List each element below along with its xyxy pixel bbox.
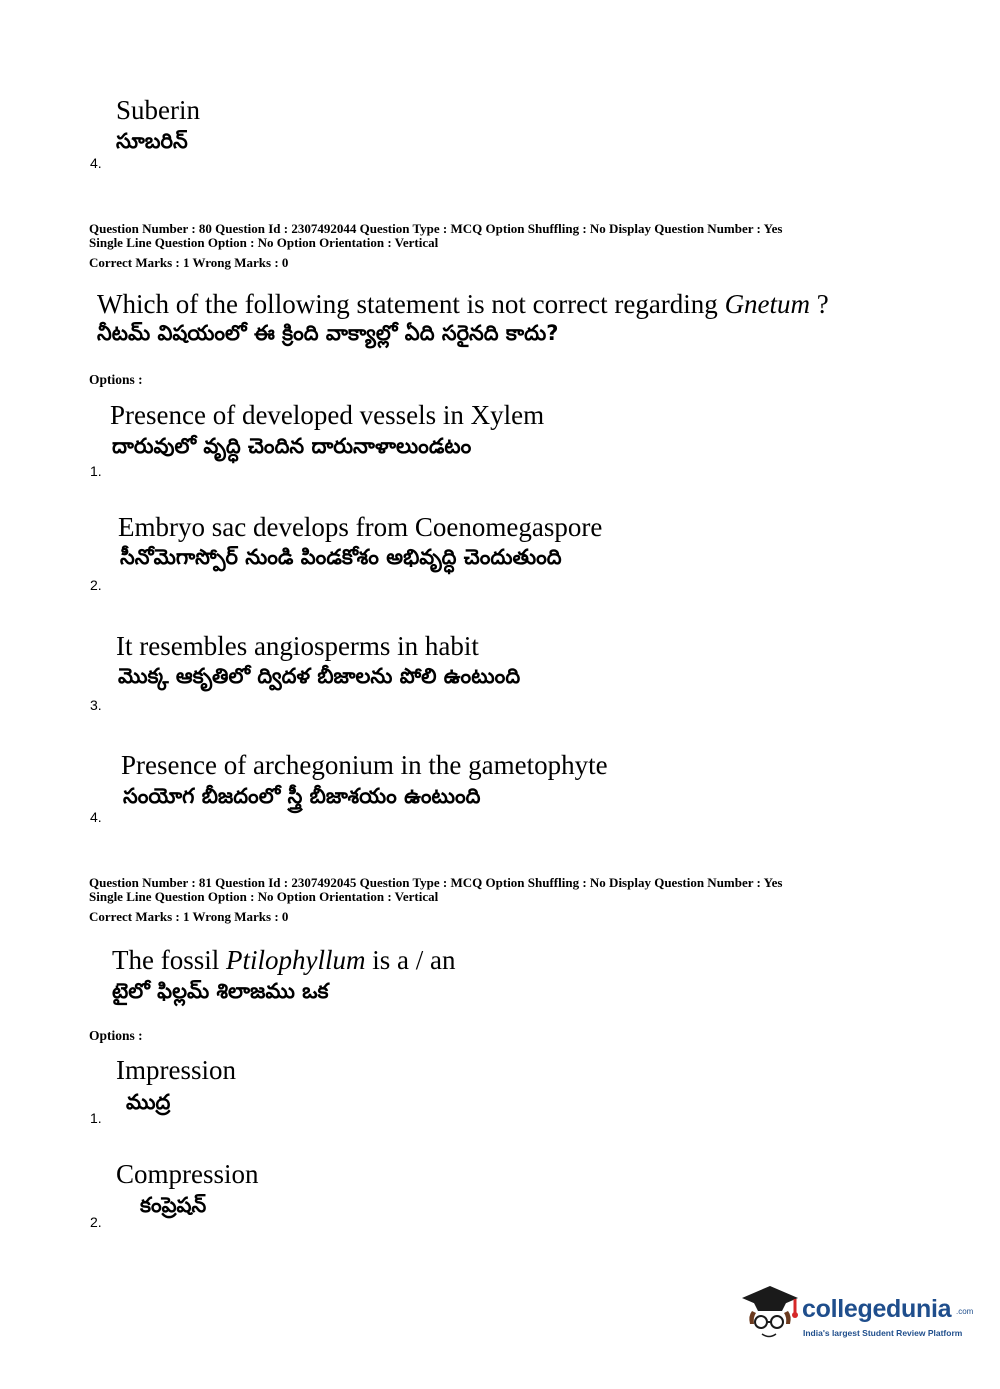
q80-meta-line-3: Correct Marks : 1 Wrong Marks : 0: [89, 255, 289, 270]
q81-question-en-part-2: is a / an: [365, 945, 456, 975]
q81-options-label: Options :: [89, 1028, 143, 1043]
q80-meta-line-2: Single Line Question Option : No Option Orientation : Vertical: [89, 235, 439, 250]
q80-question-text-te: నీటమ్ విషయంలో ఈ క్రింది వాక్యాల్లో ఏది సరైనది కాదు?: [97, 321, 559, 345]
q80-question-en-part-1: Which of the following statement is not correct regarding: [97, 289, 725, 319]
collegedunia-tagline: India's largest Student Review Platform: [803, 1328, 963, 1338]
q80-option-1-te: దారువులో వృద్ధి చెందిన దారునాళాలుండటం: [112, 434, 472, 458]
q80-question-en-italic: Gnetum: [724, 289, 811, 319]
q81-meta-line-2: Single Line Question Option : No Option Orientation : Vertical: [89, 889, 439, 904]
q80-option-3-te: మొక్క ఆకృతిలో ద్విదళ బీజాలను పోలి ఉంటుంది: [118, 664, 521, 688]
q80-option-2-en: Embryo sac develops from Coenomegaspore: [118, 512, 603, 542]
q80-meta-line-1: Question Number : 80 Question Id : 2307492044 Question Type : MCQ Option Shuffling : No Display Question Number : Yes: [89, 221, 783, 236]
q80-option-1-number: 1.: [90, 463, 102, 479]
q81-option-2-number: 2.: [90, 1214, 102, 1230]
q81-option-2-en: Compression: [116, 1159, 259, 1189]
q81-option-1-en: Impression: [116, 1055, 236, 1085]
q80-options-label: Options :: [89, 372, 143, 387]
q80-option-4-number: 4.: [90, 809, 102, 825]
q81-question-text-en: [112, 944, 455, 976]
q81-option-1-number: 1.: [90, 1110, 102, 1126]
q81-meta-line-3: Correct Marks : 1 Wrong Marks : 0: [89, 909, 289, 924]
q81-option-2-te: కంప్రెషన్: [140, 1193, 207, 1217]
q81-option-1-te: ముద్ర: [126, 1090, 171, 1114]
q80-option-2-te: సీనోమెగాస్పోర్ నుండి పిండకోశం అభివృద్ధి చెందుతుంది: [120, 545, 562, 569]
collegedunia-mascot-icon: [740, 1284, 800, 1344]
q80-option-4-en: Presence of archegonium in the gametophyte: [121, 750, 608, 780]
q80-option-3-number: 3.: [90, 697, 102, 713]
prev-option-text-en: Suberin: [116, 95, 200, 125]
q80-option-1-en: Presence of developed vessels in Xylem: [110, 400, 545, 430]
collegedunia-logo-text: collegedunia: [802, 1295, 952, 1323]
prev-option-number: 4.: [90, 155, 102, 171]
q80-option-2-number: 2.: [90, 577, 102, 593]
collegedunia-logo-domain: .com: [956, 1307, 974, 1316]
q80-option-4-te: సంయోగ బీజదంలో స్త్రీ బీజాశయం ఉంటుంది: [123, 784, 481, 808]
q81-question-en-part-1: The fossil: [112, 945, 226, 975]
q80-question-text-en: [97, 288, 829, 320]
q81-meta-line-1: Question Number : 81 Question Id : 2307492045 Question Type : MCQ Option Shuffling : No Display Question Number : Yes: [89, 875, 783, 890]
q80-question-en-part-2: ?: [810, 289, 829, 319]
q81-question-en-italic: Ptilophyllum: [226, 945, 366, 975]
q81-question-text-te: టైలో ఫిల్లమ్ శిలాజము ఒక: [112, 979, 329, 1003]
q80-option-3-en: It resembles angiosperms in habit: [116, 631, 479, 661]
prev-option-text-te: సూబరిన్: [116, 129, 188, 153]
